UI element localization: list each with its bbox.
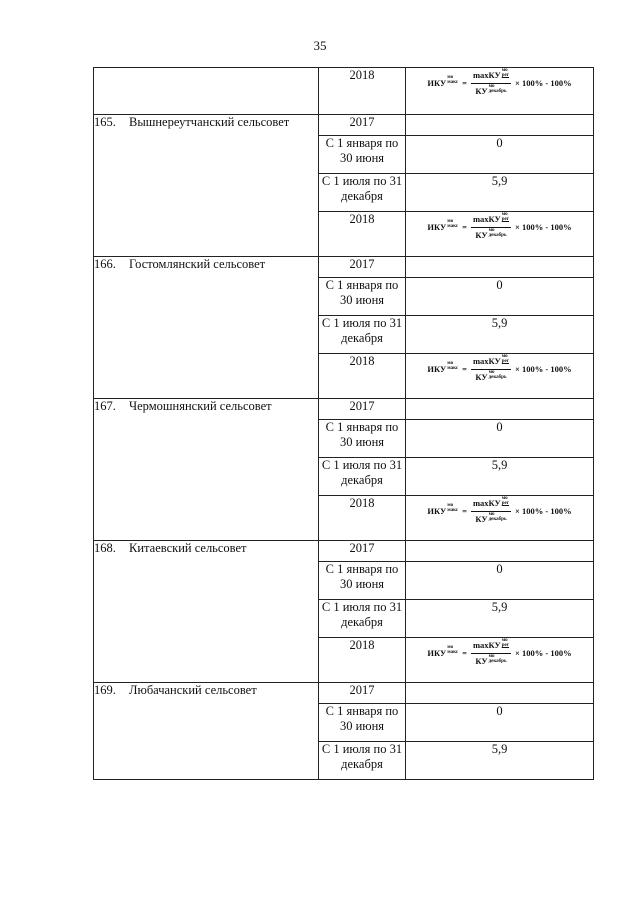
formula-part: maxКУ — [472, 356, 501, 366]
formula-cell — [406, 68, 594, 115]
formula-part: × 100% - 100% — [515, 364, 572, 374]
formula-part: мо — [447, 219, 454, 224]
formula-part: мо — [447, 503, 454, 508]
formula-part: КУ — [475, 514, 488, 524]
entry-number: 168. — [94, 541, 116, 555]
value-cell-empty — [406, 115, 594, 136]
formula-part: мо — [447, 645, 454, 650]
value-cell: 0 — [406, 562, 594, 600]
formula-part: = — [462, 364, 467, 374]
formula-part: декабрь — [488, 89, 507, 94]
formula-part: мо — [447, 75, 454, 80]
municipality-cell — [94, 115, 319, 257]
formula-part: = — [462, 506, 467, 516]
formula-part: макс — [447, 508, 459, 513]
entry-number: 166. — [94, 257, 116, 271]
period-cell: С 1 января по 30 июня — [319, 278, 406, 316]
formula-part: ИКУ — [427, 648, 447, 658]
year-cell: 2017 — [319, 541, 406, 562]
municipality-cell — [94, 541, 319, 683]
value-cell-empty — [406, 541, 594, 562]
table-row — [94, 257, 594, 278]
municipality-cell — [94, 257, 319, 399]
table-row — [94, 399, 594, 420]
formula-part: maxКУ — [472, 214, 501, 224]
municipality-name: Китаевский сельсовет — [129, 541, 247, 555]
municipality-cell — [94, 683, 319, 780]
formula-part: декабрь — [488, 375, 507, 380]
formula-part: maxКУ — [472, 498, 501, 508]
formula-part: макс — [447, 224, 459, 229]
formula-part: макс — [447, 366, 459, 371]
formula-part: КУ — [475, 656, 488, 666]
formula-part: декабрь — [488, 517, 507, 522]
period-cell: С 1 июля по 31 декабря — [319, 316, 406, 354]
formula-part: рег — [501, 501, 510, 506]
formula-part: мо — [488, 228, 495, 233]
table-row — [94, 68, 594, 115]
formula-part: рег — [501, 359, 510, 364]
value-cell: 5,9 — [406, 600, 594, 638]
value-cell: 0 — [406, 704, 594, 742]
value-cell: 0 — [406, 136, 594, 174]
formula-part: мо — [501, 496, 508, 501]
formula-part: мо — [501, 212, 508, 217]
municipality-name: Любачанский сельсовет — [129, 683, 257, 697]
formula-part: мо — [447, 361, 454, 366]
formula-part: = — [462, 78, 467, 88]
period-cell: С 1 июля по 31 декабря — [319, 600, 406, 638]
formula-part: мо — [501, 68, 508, 73]
formula-part: макс — [447, 650, 459, 655]
name-cell-empty — [94, 68, 319, 115]
value-cell: 5,9 — [406, 458, 594, 496]
formula-part: ИКУ — [427, 364, 447, 374]
formula-part: мо — [488, 654, 495, 659]
value-cell: 0 — [406, 420, 594, 458]
formula-part: рег — [501, 643, 510, 648]
formula-part: декабрь — [488, 233, 507, 238]
period-cell: С 1 января по 30 июня — [319, 136, 406, 174]
formula-part: мо — [488, 84, 495, 89]
year-cell: 2017 — [319, 115, 406, 136]
year-cell: 2018 — [319, 496, 406, 541]
entry-number: 169. — [94, 683, 116, 697]
table-row — [94, 541, 594, 562]
formula-part: maxКУ — [472, 70, 501, 80]
value-cell: 0 — [406, 278, 594, 316]
value-cell: 5,9 — [406, 742, 594, 780]
municipality-name: Вышнереутчанский сельсовет — [129, 115, 290, 129]
formula-part: мо — [488, 370, 495, 375]
formula-part: = — [462, 222, 467, 232]
year-cell: 2018 — [319, 638, 406, 683]
year-cell: 2017 — [319, 683, 406, 704]
value-cell: 5,9 — [406, 316, 594, 354]
year-cell: 2018 — [319, 354, 406, 399]
value-cell: 5,9 — [406, 174, 594, 212]
formula-part: ИКУ — [427, 506, 447, 516]
formula-part: maxКУ — [472, 640, 501, 650]
formula-part: КУ — [475, 230, 488, 240]
formula-part: мо — [501, 354, 508, 359]
value-cell-empty — [406, 399, 594, 420]
year-cell: 2017 — [319, 257, 406, 278]
formula-part: ИКУ — [427, 222, 447, 232]
value-cell-empty — [406, 683, 594, 704]
formula-part: КУ — [475, 86, 488, 96]
formula-cell — [406, 212, 594, 257]
formula-part: × 100% - 100% — [515, 506, 572, 516]
period-cell: С 1 января по 30 июня — [319, 420, 406, 458]
period-cell: С 1 января по 30 июня — [319, 562, 406, 600]
entry-number: 167. — [94, 399, 116, 413]
value-cell-empty — [406, 257, 594, 278]
formula-part: × 100% - 100% — [515, 648, 572, 658]
formula-cell — [406, 354, 594, 399]
formula-part: ИКУ — [427, 78, 447, 88]
year-cell: 2018 — [319, 212, 406, 257]
formula-cell — [406, 638, 594, 683]
entry-number: 165. — [94, 115, 116, 129]
formula-part: мо — [501, 638, 508, 643]
municipality-name: Гостомлянский сельсовет — [129, 257, 266, 271]
formula — [406, 354, 593, 385]
tariff-table — [93, 67, 594, 780]
period-cell: С 1 июля по 31 декабря — [319, 458, 406, 496]
period-cell: С 1 января по 30 июня — [319, 704, 406, 742]
formula — [406, 496, 593, 527]
formula-part: рег — [501, 73, 510, 78]
municipality-name: Чермошнянский сельсовет — [129, 399, 272, 413]
formula-part: макс — [447, 80, 459, 85]
year-cell: 2017 — [319, 399, 406, 420]
table-row — [94, 115, 594, 136]
formula — [406, 212, 593, 243]
table-row — [94, 683, 594, 704]
municipality-cell — [94, 399, 319, 541]
formula-part: декабрь — [488, 659, 507, 664]
period-cell: 2018 — [319, 68, 406, 115]
formula-part: рег — [501, 217, 510, 222]
formula-part: × 100% - 100% — [515, 78, 572, 88]
formula-part: мо — [488, 512, 495, 517]
formula — [406, 68, 593, 99]
formula-part: КУ — [475, 372, 488, 382]
formula-cell — [406, 496, 594, 541]
formula-part: × 100% - 100% — [515, 222, 572, 232]
period-cell: С 1 июля по 31 декабря — [319, 174, 406, 212]
formula — [406, 638, 593, 669]
page-number: 35 — [313, 38, 327, 53]
formula-part: = — [462, 648, 467, 658]
period-cell: С 1 июля по 31 декабря — [319, 742, 406, 780]
